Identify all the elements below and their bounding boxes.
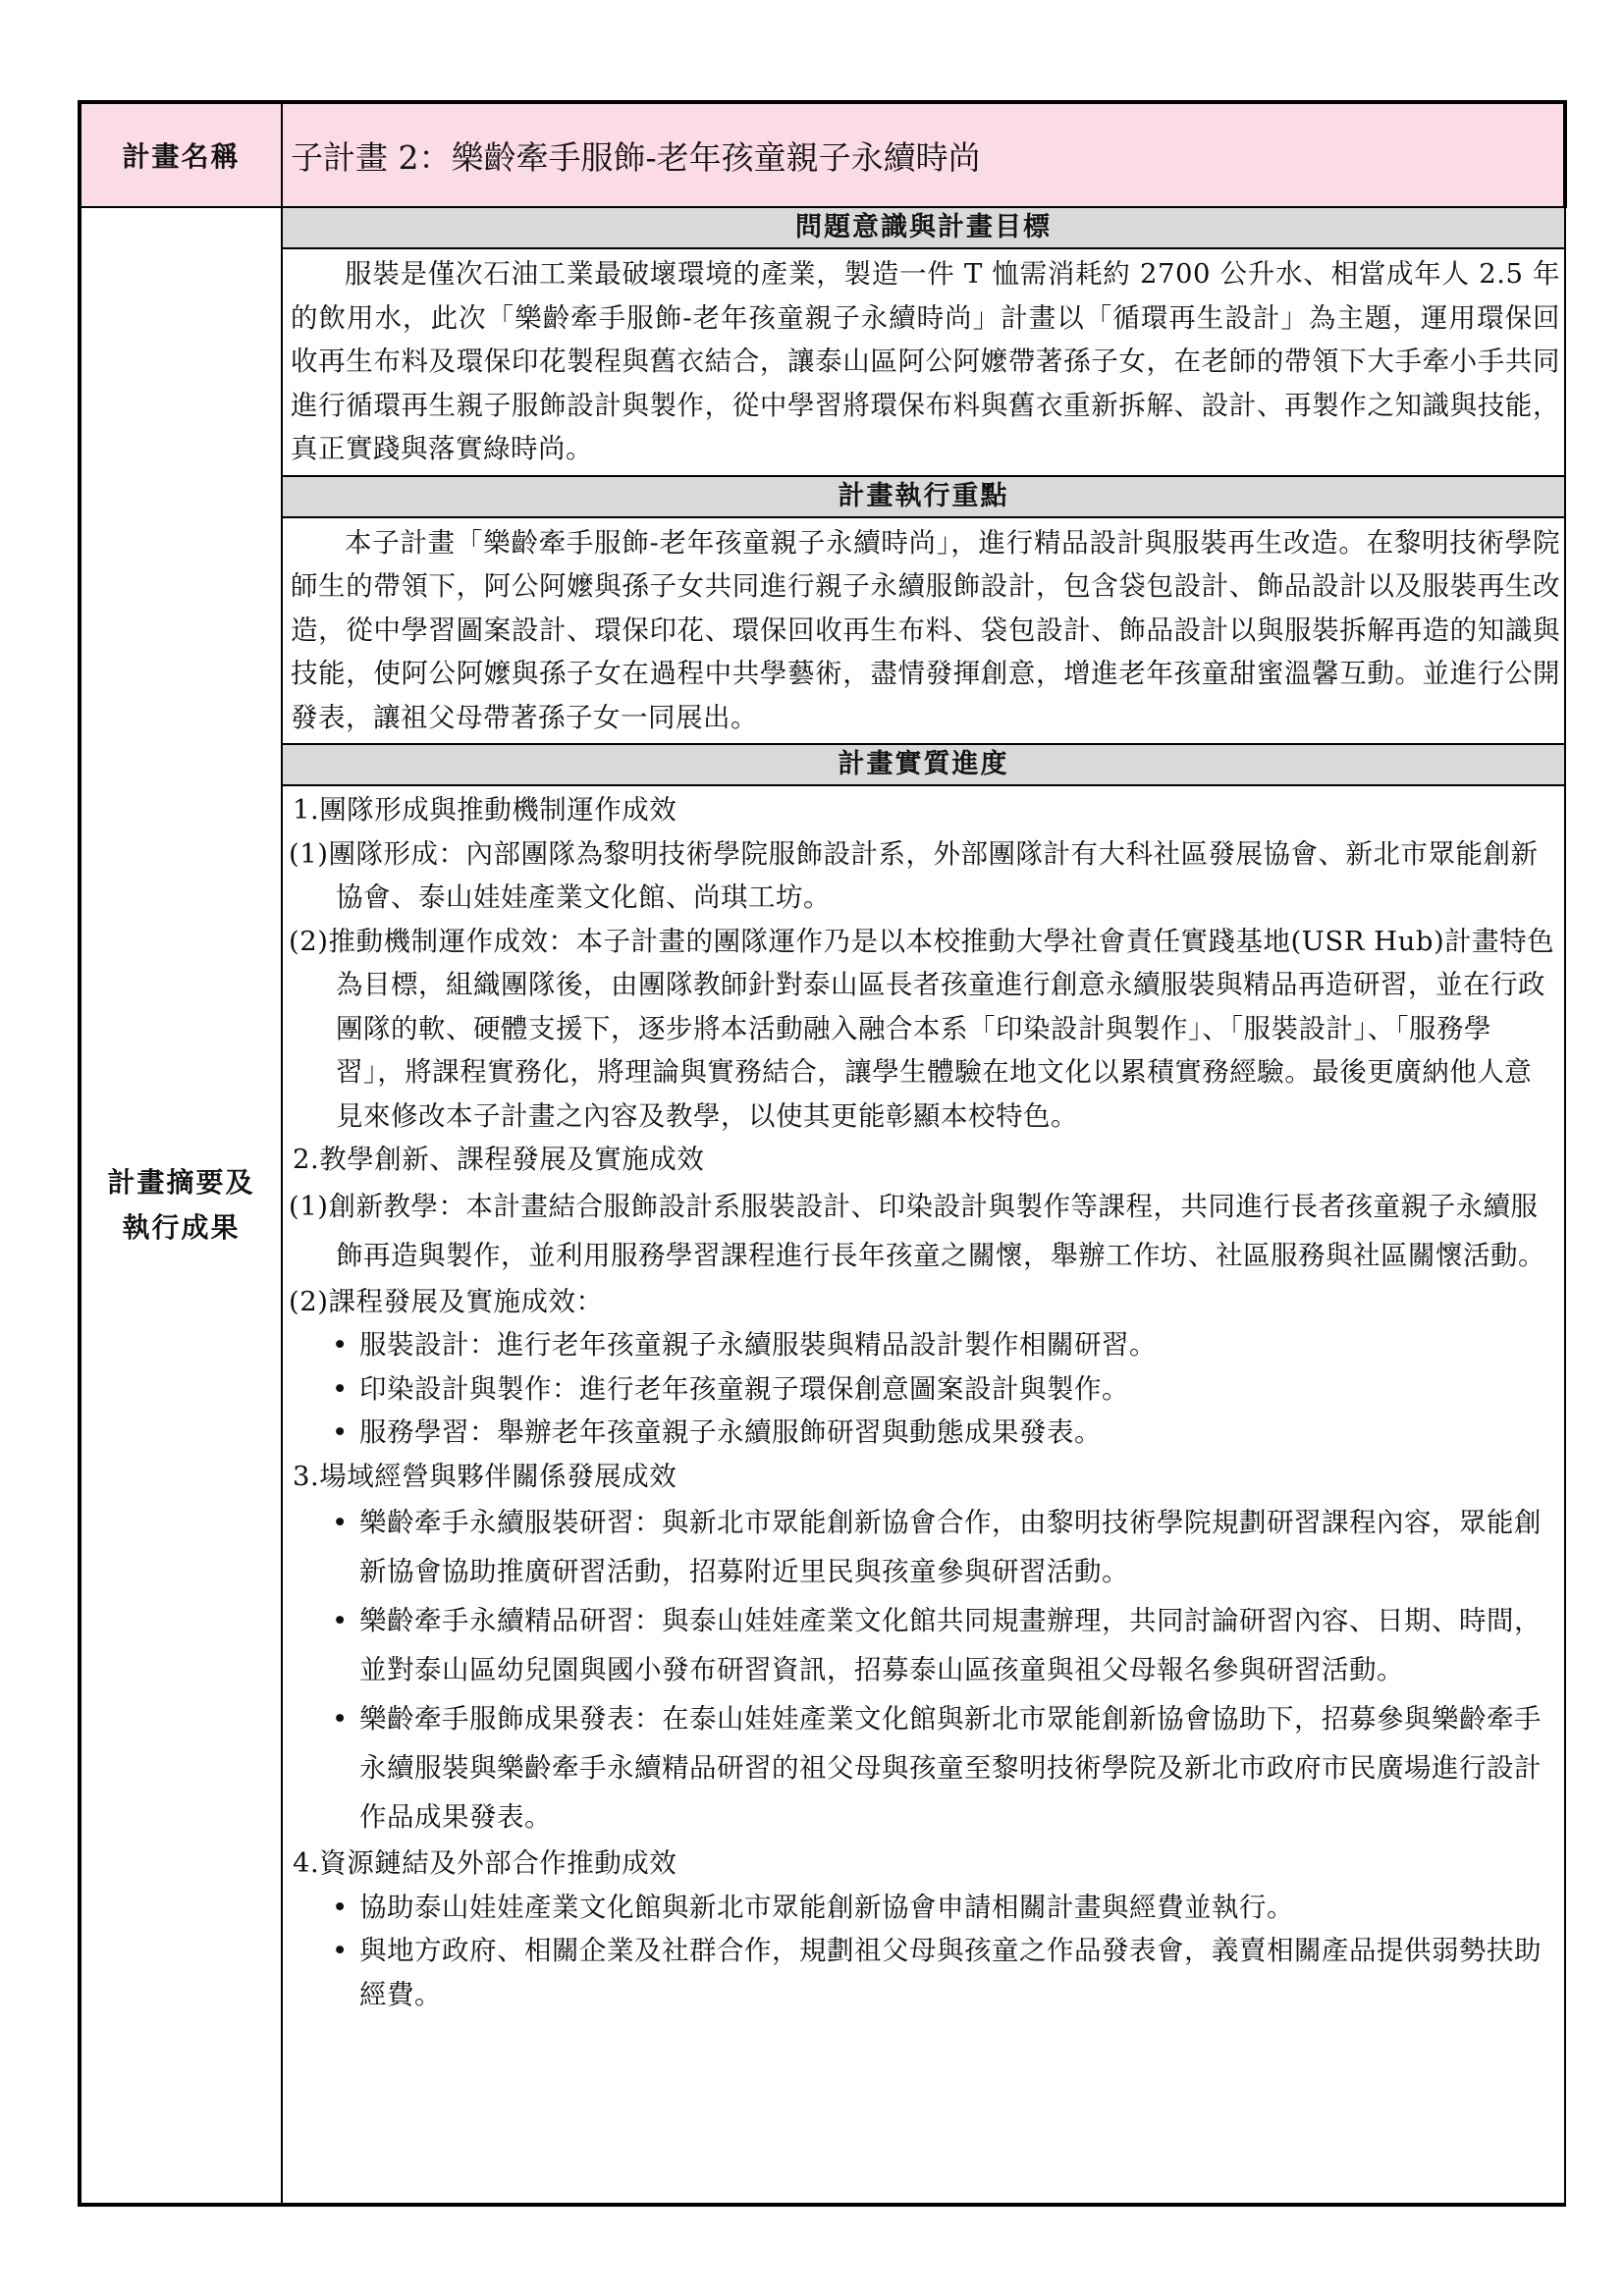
item1-title: 1.團隊形成與推動機制運作成效	[293, 794, 677, 826]
bullet-icon: •	[332, 1703, 349, 1735]
bullet-icon: •	[332, 1372, 349, 1405]
list-item	[289, 1323, 1558, 1367]
list-item	[289, 1367, 1558, 1412]
item3-bullet-2: 樂齡牽手永續精品研習：與泰山娃娃產業文化館共同規畫辦理，共同討論研習內容、日期、時間，並對泰山區幼兒園與國小發布研習資訊，招募泰山區孩童與祖父母報名參與研習活動。	[359, 1605, 1542, 1685]
item2-bullet-2: 印染設計與製作：進行老年孩童親子環保創意圖案設計與製作。	[359, 1372, 1129, 1405]
item3-title: 3.場域經營與夥伴關係發展成效	[293, 1460, 677, 1492]
item1-sub1: (1)團隊形成：內部團隊為黎明技術學院服飾設計系，外部團隊計有大科社區發展協會、新北市眾能創新協會、泰山娃娃產業文化館、尚琪工坊。	[289, 837, 1539, 913]
list-item	[289, 1929, 1558, 2016]
bullet-icon: •	[332, 1416, 349, 1448]
summary-label-text: 計畫摘要及執行成果	[107, 1166, 255, 1244]
focus-text: 本子計畫「樂齡牽手服飾-老年孩童親子永續時尚」，進行精品設計與服裝再生改造。在黎明技術學院師生的帶領下，阿公阿嬤與孫子女共同進行親子永續服飾設計，包含袋包設計、飾品設計以及服裝再生改造，從中學習圖案設計、環保印花、環保回收再生布料、袋包設計、飾品設計以與服裝拆解再造的知識與技能，使阿公阿嬤與孫子女在過程中共學藝術，盡情發揮創意，增進老年孩童甜蜜溫馨互動。並進行公開發表，讓祖父母帶著孫子女一同展出。	[291, 526, 1560, 733]
focus-body	[282, 517, 1565, 745]
item2-title: 2.教學創新、課程發展及實施成效	[293, 1144, 705, 1175]
project-form	[78, 100, 1567, 2207]
bullet-icon: •	[332, 1605, 349, 1636]
progress-heading: 計畫實質進度	[282, 744, 1565, 785]
bullet-icon: •	[332, 1891, 349, 1923]
item2-bullet-1: 服裝設計：進行老年孩童親子永續服裝與精品設計製作相關研習。	[359, 1329, 1157, 1361]
summary-label	[80, 207, 282, 2205]
list-item	[289, 1596, 1558, 1694]
list-item	[289, 1411, 1558, 1455]
header-row	[80, 102, 1565, 207]
goals-text: 服裝是僅次石油工業最破壞環境的產業，製造一件 T 恤需消耗約 2700 公升水、相當成年人 2.5 年的飲用水，此次「樂齡牽手服飾-老年孩童親子永續時尚」計畫以「循環再生設計」為主題，運用環保回收再生布料及環保印花製程與舊衣結合，讓泰山區阿公阿嬤帶著孫子女，在老師的帶領下大手牽小手共同進行循環再生親子服飾設計與製作，從中學習將環保布料與舊衣重新拆解、設計、再製作之知識與技能，真正實踐與落實綠時尚。	[291, 258, 1560, 464]
item3-bullet-3: 樂齡牽手服飾成果發表：在泰山娃娃產業文化館與新北市眾能創新協會協助下，招募參與樂齡牽手永續服裝與樂齡牽手永續精品研習的祖父母與孩童至黎明技術學院及新北市政府市民廣場進行設計作品成果發表。	[359, 1703, 1542, 1833]
item3-bullet-1: 樂齡牽手永續服裝研習：與新北市眾能創新協會合作，由黎明技術學院規劃研習課程內容，眾能創新協會協助推廣研習活動，招募附近里民與孩童參與研習活動。	[359, 1507, 1542, 1587]
item2-sub1: (1)創新教學：本計畫結合服飾設計系服裝設計、印染設計與製作等課程，共同進行長者孩童親子永續服飾再造與製作，並利用服務學習課程進行長年孩童之關懷，舉辦工作坊、社區服務與社區關懷活動。	[289, 1190, 1545, 1271]
project-table	[78, 100, 1567, 2207]
list-item	[289, 1886, 1558, 1930]
project-title: 子計畫 2：樂齡牽手服飾-老年孩童親子永續時尚	[282, 102, 1565, 207]
item2-sub2: (2)課程發展及實施成效：	[289, 1285, 604, 1317]
list-item	[289, 1694, 1558, 1842]
item2-bullet-3: 服務學習：舉辦老年孩童親子永續服飾研習與動態成果發表。	[359, 1416, 1102, 1448]
focus-heading: 計畫執行重點	[282, 476, 1565, 517]
bullet-icon: •	[332, 1935, 349, 1966]
bullet-icon: •	[332, 1507, 349, 1538]
project-name-label: 計畫名稱	[80, 102, 282, 207]
item4-bullet-2: 與地方政府、相關企業及社群合作，規劃祖父母與孩童之作品發表會，義賣相關產品提供弱勢扶助經費。	[359, 1935, 1542, 2010]
list-item	[289, 1498, 1558, 1596]
item1-sub2: (2)推動機制運作成效：本子計畫的團隊運作乃是以本校推動大學社會責任實踐基地(USR Hub)計畫特色為目標，組織團隊後，由團隊教師針對泰山區長者孩童進行創意永續服裝與精品再造研習，並在行政團隊的軟、硬體支援下，逐步將本活動融入融合本系「印染設計與製作」、「服裝設計」、「服務學習」，將課程實務化，將理論與實務結合，讓學生體驗在地文化以累積實務經驗。最後更廣納他人意見來修改本子計畫之內容及教學，以使其更能彰顯本校特色。	[289, 925, 1555, 1132]
item4-title: 4.資源鏈結及外部合作推動成效	[293, 1847, 677, 1879]
goals-heading: 問題意識與計畫目標	[282, 207, 1565, 248]
progress-body	[282, 785, 1565, 2205]
summary-row	[80, 207, 1565, 248]
goals-body	[282, 248, 1565, 476]
item4-bullet-1: 協助泰山娃娃產業文化館與新北市眾能創新協會申請相關計畫與經費並執行。	[359, 1891, 1294, 1923]
bullet-icon: •	[332, 1329, 349, 1361]
